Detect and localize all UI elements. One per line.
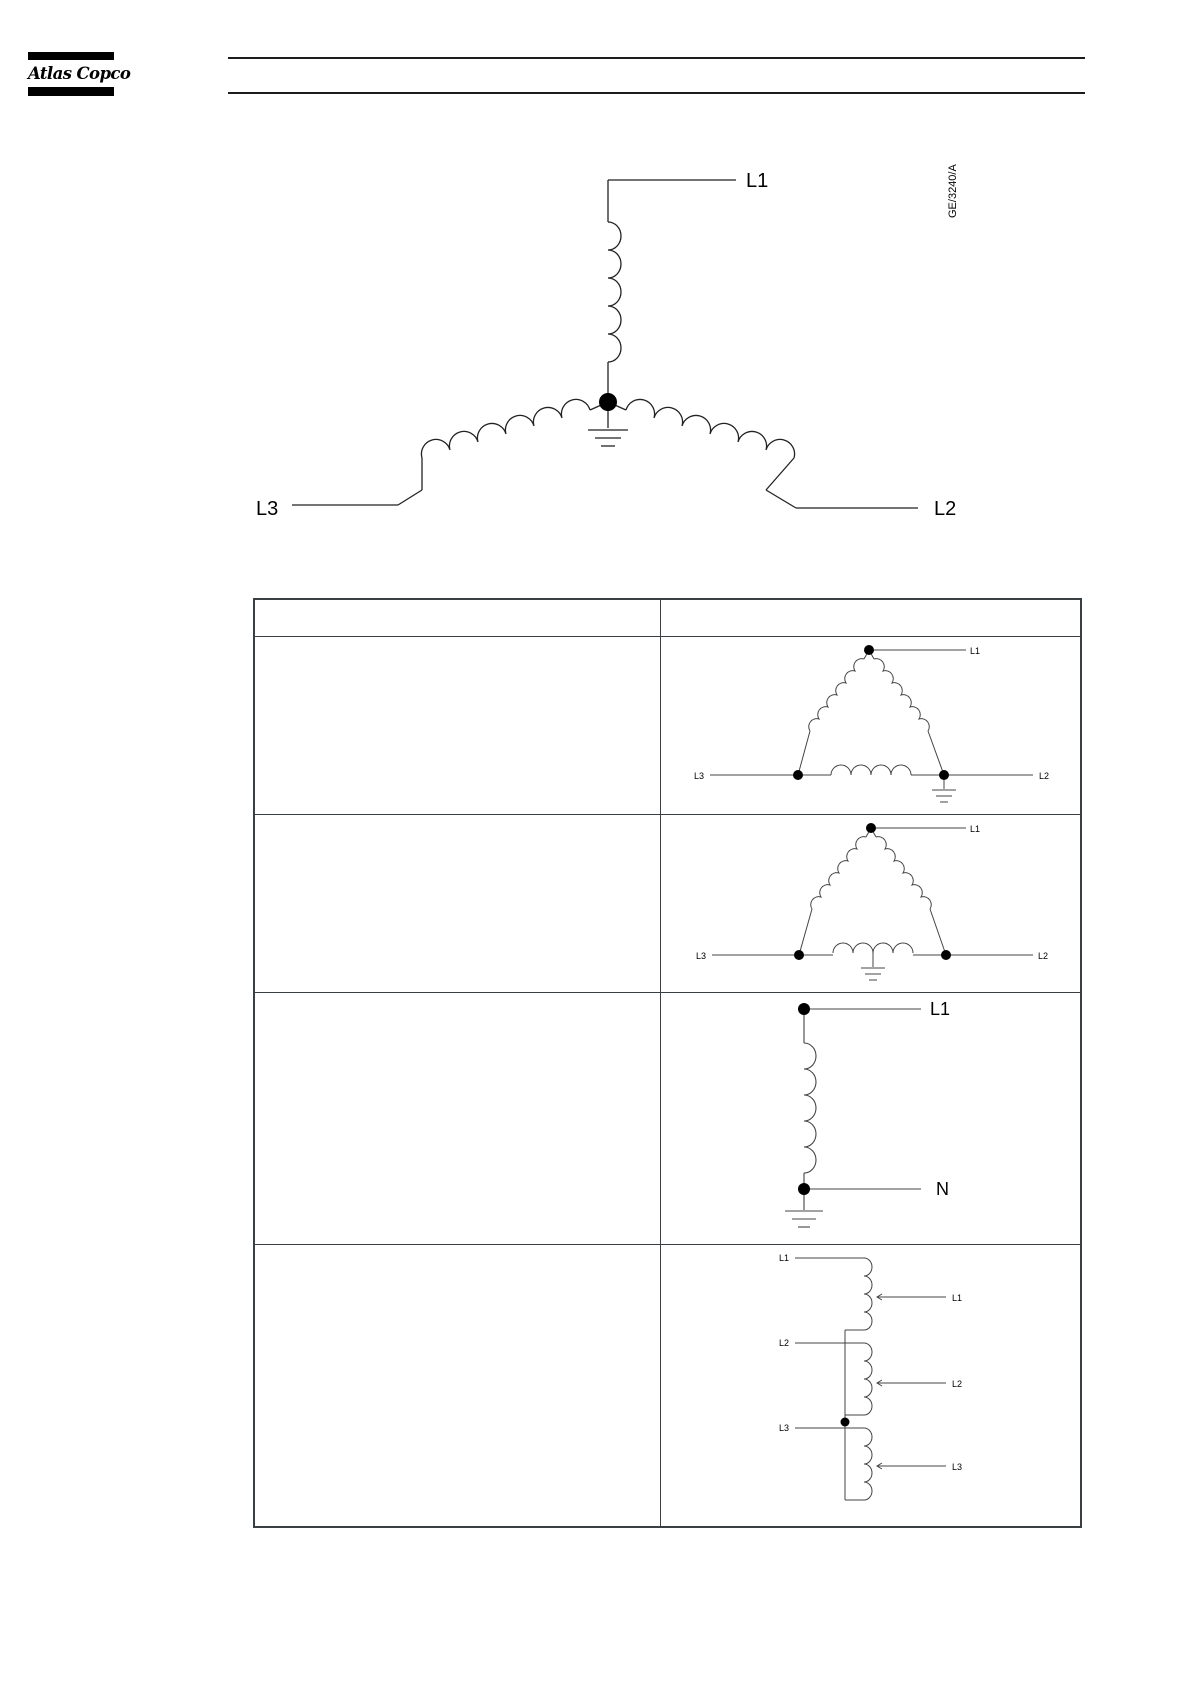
label-l2: L2 xyxy=(934,498,957,520)
label-l1-right: L1 xyxy=(952,1293,963,1303)
label-l1: L1 xyxy=(930,999,951,1019)
single-phase-diagram xyxy=(661,993,1080,1243)
label-l3: L3 xyxy=(256,498,279,520)
delta-midpoint-earth-diagram xyxy=(661,815,1080,991)
delta-corner-earth-diagram xyxy=(661,637,1080,813)
row-diagram-cell xyxy=(661,993,1082,1245)
table-row xyxy=(254,1245,1081,1527)
row-description-cell xyxy=(254,637,661,815)
table-row xyxy=(254,815,1081,993)
label-n: N xyxy=(936,1179,949,1199)
label-l2-right: L2 xyxy=(952,1379,963,1389)
label-l3-left: L3 xyxy=(779,1423,790,1433)
label-l1: L1 xyxy=(970,646,981,656)
label-l3: L3 xyxy=(694,771,705,781)
table-row xyxy=(254,637,1081,815)
logo-text: Atlas Copco xyxy=(28,64,131,83)
connection-table xyxy=(253,598,1082,1528)
three-coil-connection-diagram xyxy=(661,1245,1080,1525)
star-point-node xyxy=(599,393,617,411)
star-connection-diagram xyxy=(0,0,1191,560)
row-description-cell xyxy=(254,1245,661,1527)
figure-ref-code: GE/3240/A xyxy=(947,164,959,218)
label-l2-left: L2 xyxy=(779,1338,790,1348)
row-description-cell xyxy=(254,815,661,993)
label-l1-left: L1 xyxy=(779,1253,790,1263)
label-l3-right: L3 xyxy=(952,1462,963,1472)
label-l1: L1 xyxy=(746,170,769,192)
table-row xyxy=(254,993,1081,1245)
row-diagram-cell xyxy=(661,1245,1082,1527)
label-l2: L2 xyxy=(1039,771,1050,781)
row-description-cell xyxy=(254,993,661,1245)
header-cell-diagram xyxy=(661,599,1082,637)
label-l3: L3 xyxy=(696,951,707,961)
label-l1: L1 xyxy=(970,824,981,834)
header-cell-description xyxy=(254,599,661,637)
label-l2: L2 xyxy=(1038,951,1049,961)
table-header-row xyxy=(254,599,1081,637)
row-diagram-cell xyxy=(661,637,1082,815)
row-diagram-cell xyxy=(661,815,1082,993)
